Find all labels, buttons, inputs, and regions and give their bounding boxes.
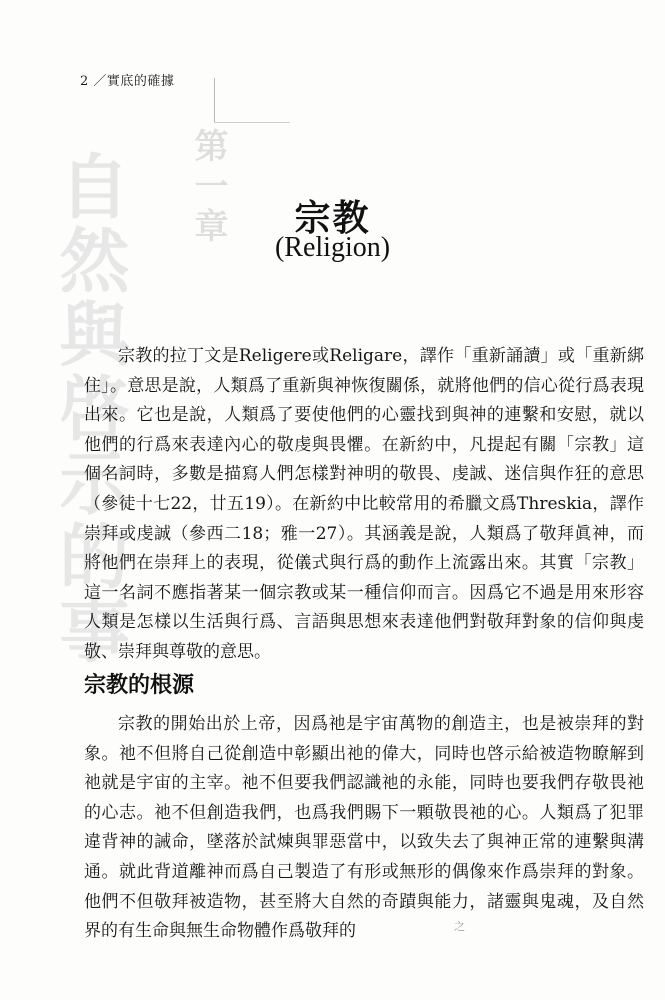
header-rule-vertical [214,78,215,122]
stray-mark: 之 [454,920,465,933]
header-rule-horizontal [214,122,290,123]
running-head: 2 ／實底的確據 [80,74,175,89]
chapter-watermark: 第一章 [188,128,228,248]
background-watermark: 自然與啓示的事 [48,150,130,668]
paragraph-1: 宗教的拉丁文是Religere或Religare，譯作「重新誦讀」或「重新綁住」。意思是說，人類爲了重新與神恢復關係，就將他們的信心從行爲表現出來。它也是說，人類爲了要使他們的心靈找到與神的連繫和安慰，就以他們的行爲來表達內心的敬虔與畏懼。在新約中，凡提起有關「宗教」這個名詞時，多數是描寫人們怎樣對神明的敬畏、虔誠、迷信與作狂的意思（參徒十七22，廿五19）。在新約中比較常用的希臘文爲Threskia，譯作崇拜或虔誠（參西二18；雅一27）。其涵義是說，人類爲了敬拜眞神，而將他們在崇拜上的表現，從儀式與行爲的動作上流露出來。其實「宗教」這一名詞不應指著某一個宗教或某一種信仰而言。因爲它不過是用來形容人類是怎樣以生活與行爲、言語與思想來表達他們對敬拜對象的信仰與虔敬、崇拜與尊敬的意思。 [84,346,644,662]
chapter-title: 宗教 [294,197,371,239]
chapter-subtitle: (Religion) [274,232,391,263]
section-heading: 宗教的根源 [84,672,195,698]
paragraph-2: 宗教的開始出於上帝，因爲祂是宇宙萬物的創造主，也是被崇拜的對象。祂不但將自己從創造中彰顯出祂的偉大，同時也啓示給被造物瞭解到祂就是宇宙的主宰。祂不但要我們認識祂的永能，同時也要我們存敬畏祂的心志。祂不但創造我們，也爲我們賜下一顆敬畏祂的心。人類爲了犯罪違背神的誡命，墜落於試煉與罪惡當中，以致失去了與神正常的連繫與溝通。就此背道離神而爲自己製造了有形或無形的偶像來作爲崇拜的對象。他們不但敬拜被造物，甚至將大自然的奇蹟與能力，諸靈與鬼魂，及自然界的有生命與無生命物體作爲敬拜的 [84,714,644,942]
